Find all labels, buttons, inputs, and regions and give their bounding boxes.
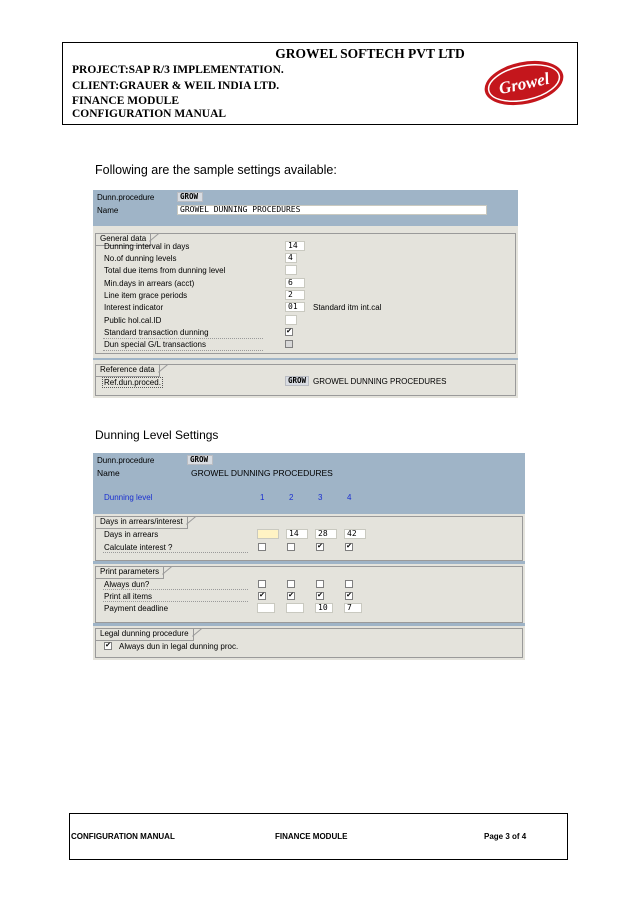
always-dun-label: Always dun? [104,580,150,589]
grace-periods-field[interactable]: 2 [285,290,305,300]
name-label: Name [97,468,120,478]
print-all-checkbox-2[interactable]: ✔ [288,592,294,599]
intro-text: Following are the sample settings available: [95,163,337,177]
standard-transaction-label: Standard transaction dunning [104,328,209,337]
name-label: Name [97,206,119,215]
dunning-levels-field[interactable]: 4 [285,253,297,263]
days-in-arrears-level-1[interactable] [257,529,279,539]
interest-indicator-label: Interest indicator [104,303,164,312]
document-footer [69,813,568,860]
level-3: 3 [318,493,323,502]
calc-interest-checkbox-3[interactable]: ✔ [317,543,323,550]
payment-deadline-level-4[interactable]: 7 [344,603,362,613]
min-days-label: Min.days in arrears (acct) [104,279,195,288]
company-name: GROWEL SOFTECH PVT LTD [275,46,465,61]
sap-screen-dunning-procedure [93,190,518,398]
standard-transaction-checkbox[interactable]: ✔ [286,328,292,335]
payment-deadline-level-2[interactable] [286,603,304,613]
level-2: 2 [289,493,294,502]
interest-indicator-text: Standard itm int.cal [313,303,382,312]
dunning-levels-label: No.of dunning levels [104,254,177,263]
always-dun-checkbox-1[interactable] [258,580,266,588]
print-all-checkbox-4[interactable]: ✔ [346,592,352,599]
divider [103,350,263,351]
arrears-interest-title: Days in arrears/interest [95,516,188,529]
calc-interest-checkbox-2[interactable] [287,543,295,551]
legal-dunning-label: Always dun in legal dunning proc. [119,642,239,651]
dunning-level-heading: Dunning Level Settings [95,428,219,442]
payment-deadline-level-1[interactable] [257,603,275,613]
calculate-interest-label: Calculate interest ? [104,543,173,552]
svg-text:Growel: Growel [497,68,552,99]
dunning-level-label: Dunning level [104,493,153,502]
legal-dunning-title: Legal dunning procedure [95,628,194,641]
payment-deadline-level-3[interactable]: 10 [315,603,333,613]
sap-screen-dunning-levels [93,453,525,660]
min-days-field[interactable]: 6 [285,278,305,288]
ref-dun-proced-label[interactable]: Ref.dun.proced. [104,378,161,387]
module-line: FINANCE MODULE [72,95,180,107]
always-dun-checkbox-4[interactable] [345,580,353,588]
general-data-title: General data [95,233,151,246]
print-all-items-label: Print all items [104,592,153,601]
divider [103,552,248,553]
interest-indicator-field[interactable]: 01 [285,302,305,312]
project-line: PROJECT:SAP R/3 IMPLEMENTATION. [72,64,284,76]
print-parameters-group [95,566,523,623]
arrears-interest-group [95,516,523,561]
total-due-field[interactable] [285,265,297,275]
reference-data-title: Reference data [95,364,160,377]
growel-logo [483,57,565,109]
divider [103,338,263,339]
footer-module: FINANCE MODULE [275,832,348,841]
client-line: CLIENT:GRAUER & WEIL INDIA LTD. [72,80,280,92]
print-all-checkbox-1[interactable]: ✔ [259,592,265,599]
legal-dunning-checkbox[interactable]: ✔ [105,642,111,649]
print-parameters-title: Print parameters [95,566,164,579]
name-field[interactable]: GROWEL DUNNING PROCEDURES [177,205,487,215]
ref-dun-proced-value: GROW [285,376,309,386]
dunn-procedure-label: Dunn.procedure [97,456,155,465]
footer-manual: CONFIGURATION MANUAL [71,832,175,841]
total-due-label: Total due items from dunning level [104,266,226,275]
ref-dun-proced-text: GROWEL DUNNING PROCEDURES [313,377,447,386]
always-dun-checkbox-3[interactable] [316,580,324,588]
dunn-procedure-label: Dunn.procedure [97,193,155,202]
dunning-interval-label: Dunning interval in days [104,242,190,251]
calc-interest-checkbox-1[interactable] [258,543,266,551]
manual-line: CONFIGURATION MANUAL [72,108,227,120]
days-in-arrears-level-3[interactable]: 28 [315,529,337,539]
dunning-interval-field[interactable]: 14 [285,241,305,251]
separator-bar [93,561,525,564]
calc-interest-checkbox-4[interactable]: ✔ [346,543,352,550]
days-in-arrears-label: Days in arrears [104,530,159,539]
holiday-calendar-label: Public hol.cal.ID [104,316,162,325]
print-all-checkbox-3[interactable]: ✔ [317,592,323,599]
divider [103,589,248,590]
dun-special-checkbox[interactable] [285,340,293,348]
header-bar [93,453,525,511]
holiday-calendar-field[interactable] [285,315,297,325]
days-in-arrears-level-4[interactable]: 42 [344,529,366,539]
separator-bar [93,511,525,514]
dunn-procedure-value: GROW [187,455,213,465]
document-header [62,42,578,125]
always-dun-checkbox-2[interactable] [287,580,295,588]
dun-special-label: Dun special G/L transactions [104,340,206,349]
level-1: 1 [260,493,265,502]
divider [103,601,248,602]
separator-bar [93,358,518,360]
days-in-arrears-level-2[interactable]: 14 [286,529,308,539]
payment-deadline-label: Payment deadline [104,604,169,613]
dunn-procedure-value: GROW [177,192,203,202]
level-4: 4 [347,493,352,502]
separator-bar [93,623,525,626]
footer-page-number: Page 3 of 4 [484,832,527,841]
name-value: GROWEL DUNNING PROCEDURES [191,468,333,478]
grace-periods-label: Line item grace periods [104,291,188,300]
